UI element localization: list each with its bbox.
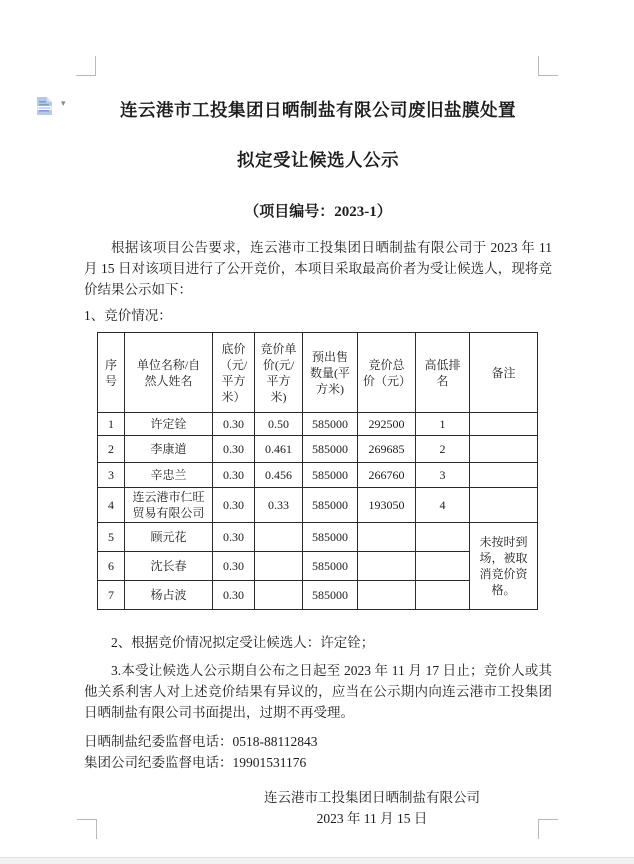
cell-quantity: 585000: [303, 581, 358, 610]
cell-quantity: 585000: [303, 413, 358, 436]
cell-rank: 1: [416, 413, 470, 436]
cell-total: [358, 552, 416, 581]
header-bid-unit-price: 竞价单价(元/平方米): [255, 333, 303, 413]
cell-rank: [416, 552, 470, 581]
document-content: [84, 98, 552, 829]
cell-serial: 5: [98, 523, 125, 552]
cell-total: 269685: [358, 436, 416, 463]
cell-base-price: 0.30: [213, 552, 255, 581]
project-number: （项目编号：2023-1）: [244, 204, 392, 220]
table-header-row: [98, 333, 538, 413]
margin-crop-mark-top-right: [538, 56, 558, 76]
cell-unit-price: [255, 581, 303, 610]
document-title-line1: 连云港市工投集团日晒制盐有限公司废旧盐膜处置: [120, 100, 516, 120]
cell-serial: 1: [98, 413, 125, 436]
cell-unit-price: [255, 552, 303, 581]
header-remarks: 备注: [470, 333, 538, 413]
contact-block: [84, 731, 552, 773]
header-serial-no: 序号: [98, 333, 125, 413]
cell-unit-price: 0.50: [255, 413, 303, 436]
cell-rank: 3: [416, 463, 470, 488]
signature-company: 连云港市工投集团日晒制盐有限公司: [264, 790, 480, 805]
cell-quantity: 585000: [303, 436, 358, 463]
candidate-paragraph: 2、根据竞价情况拟定受让候选人：许定铨；: [111, 635, 375, 650]
cell-unit-price: 0.33: [255, 488, 303, 523]
cell-rank: [416, 523, 470, 552]
cell-remark: [470, 488, 538, 523]
cell-unit-price: [255, 523, 303, 552]
table-row: [98, 488, 538, 523]
supervision-phone-2: 集团公司纪委监督电话：19901531176: [84, 755, 307, 770]
cell-total: [358, 523, 416, 552]
cell-quantity: 585000: [303, 463, 358, 488]
header-ranking: 高低排名: [416, 333, 470, 413]
cell-name: 辛忠兰: [125, 463, 213, 488]
cell-remark-merged: 未按时到场，被取消竞价资格。: [470, 523, 538, 610]
cell-serial: 4: [98, 488, 125, 523]
intro-paragraph: 根据该项目公告要求，连云港市工投集团日晒制盐有限公司于 2023 年 11 月 15 日对该项目进行了公开竞价，本项目采取最高价者为受让候选人，现将竞价结果公示如下：: [84, 240, 552, 297]
table-row: [98, 413, 538, 436]
cell-rank: 4: [416, 488, 470, 523]
cell-remark: [470, 413, 538, 436]
cell-base-price: 0.30: [213, 581, 255, 610]
paste-options-button[interactable]: [34, 95, 74, 119]
cell-base-price: 0.30: [213, 488, 255, 523]
cell-quantity: 585000: [303, 523, 358, 552]
header-quantity: 预出售数量(平方米): [303, 333, 358, 413]
cell-quantity: 585000: [303, 488, 358, 523]
cell-rank: 2: [416, 436, 470, 463]
cell-name: 杨占波: [125, 581, 213, 610]
cell-total: 292500: [358, 413, 416, 436]
cell-base-price: 0.30: [213, 436, 255, 463]
bidding-table: [97, 332, 538, 610]
publicity-period-paragraph: 3.本受让候选人公示期自公布之日起至 2023 年 11 月 17 日止；竞价人或其他关系利害人对上述竞价结果有异议的，应当在公示期内向连云港市工投集团日晒制盐有限公司书面提出，过期不再受理。: [84, 663, 552, 720]
signature-block: [264, 787, 480, 829]
cell-serial: 7: [98, 581, 125, 610]
cell-total: 266760: [358, 463, 416, 488]
cell-unit-price: 0.456: [255, 463, 303, 488]
header-base-price: 底价（元/平方米）: [213, 333, 255, 413]
signature-date: 2023 年 11 月 15 日: [316, 811, 428, 826]
margin-crop-mark-top-left: [76, 56, 96, 76]
cell-serial: 3: [98, 463, 125, 488]
cell-total: 193050: [358, 488, 416, 523]
cell-name: 顾元花: [125, 523, 213, 552]
cell-remark: [470, 436, 538, 463]
cell-remark: [470, 463, 538, 488]
cell-name: 沈长春: [125, 552, 213, 581]
cell-base-price: 0.30: [213, 413, 255, 436]
supervision-phone-1: 日晒制盐纪委监督电话：0518-88112843: [84, 734, 318, 749]
cell-name: 连云港市仁旺贸易有限公司: [125, 488, 213, 523]
table-row: [98, 436, 538, 463]
table-row: [98, 523, 538, 552]
cell-name: 李康道: [125, 436, 213, 463]
document-title-line2: 拟定受让候选人公示: [237, 150, 399, 170]
cell-base-price: 0.30: [213, 523, 255, 552]
table-row: [98, 463, 538, 488]
section-1-label: 1、竞价情况：: [84, 308, 172, 323]
cell-name: 许定铨: [125, 413, 213, 436]
cell-quantity: 585000: [303, 552, 358, 581]
cell-unit-price: 0.461: [255, 436, 303, 463]
cell-total: [358, 581, 416, 610]
cell-serial: 6: [98, 552, 125, 581]
header-total-price: 竞价总价（元）: [358, 333, 416, 413]
cell-serial: 2: [98, 436, 125, 463]
window-bottom-strip: [0, 857, 634, 864]
header-bidder-name: 单位名称/自然人姓名: [125, 333, 213, 413]
dropdown-arrow-icon: ▾: [61, 99, 66, 109]
cell-rank: [416, 581, 470, 610]
cell-base-price: 0.30: [213, 463, 255, 488]
